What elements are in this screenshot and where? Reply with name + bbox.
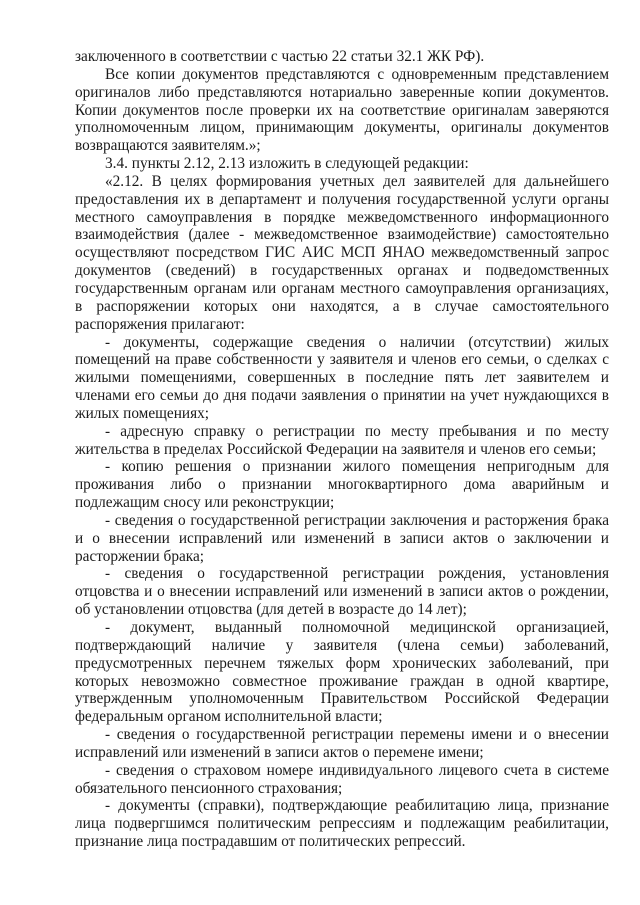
- list-item-housing-documents: - документы, содержащие сведения о наличии (отсутствии) жилых помещений на праве собственности у заявителя и членов его семьи, о сделках с жилыми помещениями, совершенных в последние пять лет заявителем и членами его семьи до дня подачи заявления о принятии на учет нуждающихся в жилых помещениях;: [75, 333, 609, 422]
- list-item-rehabilitation: - документы (справки), подтверждающие реабилитацию лица, признание лица подвергшимся политическим репрессиям и подлежащим реабилитации, признание лица пострадавшим от политических репрессий.: [75, 797, 609, 851]
- list-item-insurance-number: - сведения о страховом номере индивидуального лицевого счета в системе обязательного пенсионного страхования;: [75, 761, 609, 797]
- list-item-name-change: - сведения о государственной регистрации перемены имени и о внесении исправлений или изменений в записи актов о перемене имени;: [75, 726, 609, 761]
- paragraph-continuation: заключенного в соответствии с частью 22 статьи 32.1 ЖК РФ).: [75, 48, 485, 65]
- list-item-marriage-registration: - сведения о государственной регистрации заключения и расторжения брака и о внесении исправлений или изменений в записи актов о заключении и расторжении брака;: [75, 511, 609, 565]
- list-item-address-certificate: - адресную справку о регистрации по месту пребывания и по месту жительства в пределах Российской Федерации на заявителя и членов его семьи;: [75, 422, 609, 458]
- paragraph-copies-note: Все копии документов представляются с одновременным представлением оригиналов либо представляются нотариально заверенные копии документов. Копии документов после проверки их на соответствие оригиналам заверяются уполномоченным лицом, принимающим документы, оригиналы документов возвращаются заявителям.»;: [75, 65, 609, 155]
- list-item-unfit-housing-decision: - копию решения о признании жилого помещения непригодным для проживания либо о признании многоквартирного дома аварийным и подлежащим сносу или реконструкции;: [75, 458, 609, 512]
- paragraph-clause-2-12: «2.12. В целях формирования учетных дел заявителей для дальнейшего предоставления их в департамент и получения государственной услуги органы местного самоуправления в порядке межведомственного информационного взаимодействия (далее - межведомственное взаимодействие) самостоятельно осуществляют посредством ГИС АИС МСП ЯНАО межведомственный запрос документов (сведений) в государственных органах и подведомственных государственным органам или органам местного самоуправления организациях, в распоряжении которых они находятся, а в случае самостоятельного распоряжения прилагают:: [75, 172, 609, 333]
- paragraph-amendment-3-4: 3.4. пункты 2.12, 2.13 изложить в следующей редакции:: [105, 155, 469, 173]
- document-page: [75, 48, 609, 851]
- list-item-medical-document: - документ, выданный полномочной медицинской организацией, подтверждающий наличие у заявителя (члена семьи) заболеваний, предусмотренных перечнем тяжелых форм хронических заболеваний, при которых невозможно совместное проживание граждан в одной квартире, утвержденным уполномоченным Правительством Российской Федерации федеральным органом исполнительной власти;: [75, 619, 609, 726]
- list-item-birth-registration: - сведения о государственной регистрации рождения, установления отцовства и о внесении исправлений или изменений в записи актов о рождении, об установлении отцовства (для детей в возрасте до 14 лет);: [75, 565, 609, 619]
